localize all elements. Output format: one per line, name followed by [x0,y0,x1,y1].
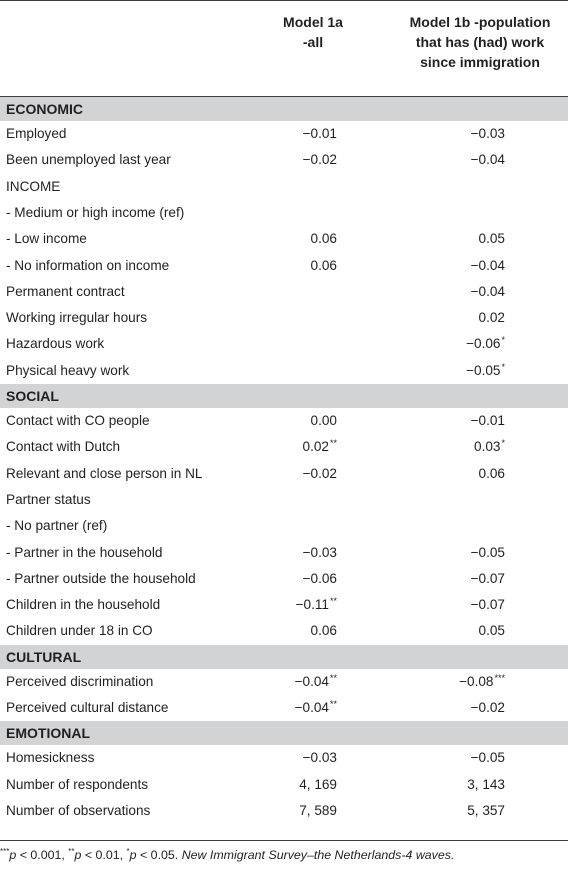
section-header: ECONOMIC [0,97,568,121]
coefficient-value: 0.06 [310,623,337,639]
row-label: - Partner outside the household [6,570,196,586]
model-1b-cell [466,358,505,385]
coefficient-value: −0.04 [470,152,505,168]
row-label: - Low income [6,231,87,247]
coefficient-value: −0.05 [470,544,505,560]
section-header: EMOTIONAL [0,721,568,745]
table-row [0,461,568,487]
coefficient-value: −0.03 [302,544,337,560]
row-label: Working irregular hours [6,310,148,326]
row-label: Number of observations [6,802,151,818]
model-1b-cell [479,305,505,331]
footnote-p: p [129,848,137,862]
table-row [0,566,568,592]
model-1b-cell [471,566,505,592]
model-1b-cell [479,618,505,644]
model-1a-cell [303,745,337,771]
significance-marker: * [501,438,505,449]
coefficient-value: −0.07 [470,570,505,586]
significance-marker: ** [329,672,337,683]
column-header-model-1a [258,12,368,52]
coefficient-value: 7, 589 [299,802,337,818]
table-row [0,279,568,305]
coefficient-value: 0.06 [310,231,337,247]
row-label: Number of respondents [6,776,149,792]
footnote-p: p [9,848,17,862]
coefficient-value: 0.00 [310,413,337,428]
row-label: Children under 18 in CO [6,623,153,639]
row-label: Perceived discrimination [6,673,154,689]
model-1a-cell [303,147,337,173]
footnote-threshold: < 0.01, [81,848,127,862]
row-label: Physical heavy work [6,362,130,378]
coefficient-value: −0.01 [302,126,337,141]
row-label: Children in the household [6,597,161,613]
model-1a-cell [296,592,337,619]
table-row [0,592,568,618]
table-row [0,772,568,798]
row-label: Contact with Dutch [6,439,121,455]
significance-marker: * [501,335,505,346]
row-label: INCOME [6,178,61,194]
coefficient-value: −0.05 [466,362,501,378]
coefficient-value: −0.11 [295,597,329,613]
table-row [0,434,568,460]
column-header-line: since immigration [420,54,540,70]
table-row [0,669,568,695]
table-row [0,618,568,644]
section-header: SOCIAL [0,384,568,408]
model-1b-cell [479,226,505,252]
significance-marker: * [501,361,505,372]
coefficient-value: 5, 357 [467,802,505,818]
table-row [0,226,568,252]
model-1b-cell [471,745,505,771]
row-label: - No partner (ref) [6,518,108,534]
coefficient-value: −0.04 [294,673,329,689]
table-row [0,487,568,513]
row-label: - Partner in the household [6,544,163,560]
table-row [0,174,568,200]
row-label: Relevant and close person in NL [6,465,203,481]
model-1a-cell [311,253,337,279]
model-1b-cell [471,408,505,434]
row-label: Homesickness [6,750,95,766]
footnote-marker: * [126,847,130,856]
significance-marker: ** [329,596,337,607]
coefficient-value: −0.04 [470,283,505,299]
row-label: Contact with CO people [6,413,150,428]
coefficient-value: −0.05 [470,750,505,766]
column-header-line: Model 1a [283,14,343,30]
model-1b-cell [471,279,505,305]
model-1a-cell [295,695,337,722]
row-label: - No information on income [6,257,170,273]
row-label: Employed [6,126,67,141]
footnote-threshold: < 0.05. [136,848,182,862]
row-label: - Medium or high income (ref) [6,204,185,220]
coefficient-value: 0.02 [478,310,505,326]
model-1b-cell [471,540,505,566]
coefficient-value: 0.06 [310,257,337,273]
model-1b-cell [479,461,505,487]
table-row [0,540,568,566]
footnote-threshold: < 0.001, [16,848,69,862]
model-1b-cell [471,147,505,173]
table-row [0,200,568,226]
row-label: Permanent contract [6,283,125,299]
model-1a-cell [299,772,337,798]
coefficient-value: 0.06 [478,465,505,481]
column-header-line: that has (had) work [415,34,545,50]
footnote [0,848,568,862]
model-1a-cell [303,434,337,461]
coefficient-value: 4, 169 [299,776,337,792]
table-row [0,121,568,147]
table-row [0,798,568,824]
significance-marker: *** [494,672,505,683]
model-1a-cell [311,226,337,252]
table-row [0,695,568,721]
model-1a-cell [303,461,337,487]
model-1a-cell [311,408,337,434]
model-1b-cell [471,695,505,721]
footnote-marker: *** [0,847,10,856]
model-1a-cell [299,798,337,824]
footnote-marker: ** [68,847,75,856]
section-header: CULTURAL [0,645,568,669]
row-label: Been unemployed last year [6,152,171,168]
coefficient-value: −0.04 [470,257,505,273]
coefficient-value: 0.05 [478,231,505,247]
coefficient-value: −0.01 [470,413,505,428]
model-1b-cell [471,121,505,147]
coefficient-value: −0.02 [470,700,505,715]
significance-marker: ** [329,699,337,709]
model-1b-cell [459,669,505,696]
top-rule [0,0,568,1]
row-label: Partner status [6,491,91,507]
model-1b-cell [466,331,505,358]
coefficient-value: 0.05 [478,623,505,639]
table-row [0,331,568,357]
significance-marker: ** [329,438,337,449]
footnote-p: p [74,848,82,862]
model-1a-cell [311,618,337,644]
coefficient-value: 3, 143 [467,776,505,792]
bottom-rule [0,840,568,841]
coefficient-value: −0.03 [302,750,337,766]
row-label: Hazardous work [6,336,105,352]
model-1a-cell [303,566,337,592]
model-1b-cell [471,253,505,279]
footnote-source: New Immigrant Survey–the Netherlands-4 waves. [181,848,455,862]
model-1b-cell [474,434,505,461]
coefficient-value: −0.02 [302,152,337,168]
table-row [0,147,568,173]
coefficient-value: −0.08 [459,673,494,689]
table-row [0,358,568,384]
table-row [0,253,568,279]
coefficient-value: −0.06 [466,336,501,352]
row-label: Perceived cultural distance [6,700,169,715]
table-row [0,408,568,434]
column-header-model-1b [392,12,568,72]
coefficient-value: 0.03 [474,439,501,455]
coefficient-value: 0.02 [302,439,329,455]
model-1a-cell [303,121,337,147]
coefficient-value: −0.03 [470,126,505,141]
table-row [0,513,568,539]
model-1a-cell [303,540,337,566]
model-1b-cell [467,798,505,824]
coefficient-value: −0.04 [294,700,329,715]
model-1a-cell [295,669,337,696]
model-1b-cell [471,592,505,618]
coefficient-value: −0.02 [302,465,337,481]
coefficient-value: −0.06 [302,570,337,586]
column-header-line: -all [302,34,324,50]
table-row [0,745,568,771]
table-row [0,305,568,331]
column-header-line: Model 1b -population [409,14,551,30]
coefficient-value: −0.07 [470,597,505,613]
model-1b-cell [467,772,505,798]
